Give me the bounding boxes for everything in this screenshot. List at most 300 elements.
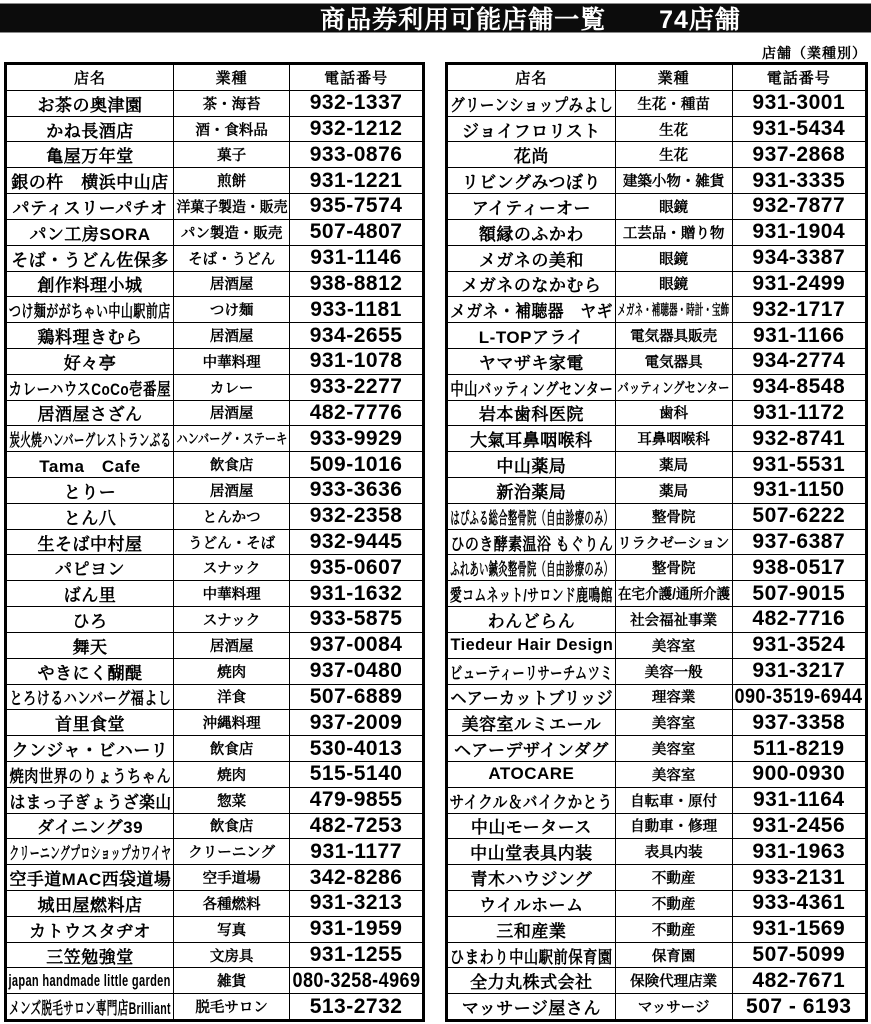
store-name-cell: アイティーオー [471, 198, 592, 218]
phone-number-cell: 931-3524 [732, 633, 865, 658]
table-row [7, 838, 422, 864]
phone-number-cell: 932-1212 [289, 117, 422, 142]
table-row [448, 787, 865, 813]
business-type-cell: カレー [173, 375, 289, 400]
business-type-cell: うどん・そば [173, 530, 289, 555]
table-row [7, 580, 422, 606]
store-name-cell: 舞天 [72, 637, 108, 657]
business-type-cell: 酒・食料品 [173, 117, 289, 142]
business-type-cell: 不動産 [615, 865, 732, 890]
store-name-cell: パン工房SORA [29, 224, 151, 244]
store-name-cell: とん八 [63, 508, 117, 528]
business-type-cell: 洋菓子製造・販売 [173, 194, 289, 219]
business-type-cell: ハンバーグ・ステーキ [173, 426, 289, 451]
store-table-left [4, 62, 425, 1022]
header-row [7, 65, 422, 90]
table-row [448, 374, 865, 400]
table-row [7, 813, 422, 839]
store-name-cell: メンズ脱毛サロン専門店Brilliant [9, 999, 171, 1019]
business-type-cell: 電気器具販売 [615, 323, 732, 348]
phone-number-cell: 511-8219 [732, 736, 865, 761]
business-type-cell: 飲食店 [173, 736, 289, 761]
business-type-cell: 飲食店 [173, 814, 289, 839]
business-type-cell: 文房具 [173, 943, 289, 968]
store-name-cell: ひまわり中山駅前保育園 [450, 947, 613, 967]
phone-number-cell: 931-3335 [732, 168, 865, 193]
store-name-cell: japan handmade little garden [8, 970, 172, 990]
store-name-cell: 大氣耳鼻咽喉科 [470, 431, 593, 451]
store-name-cell: 首里食堂 [55, 715, 125, 735]
column-header-type: 業種 [173, 65, 289, 90]
business-type-cell: 薬局 [615, 478, 732, 503]
store-name-cell: Tama Cafe [39, 457, 141, 477]
phone-number-cell: 934-3387 [732, 246, 865, 271]
business-type-cell: 美容一般 [615, 659, 732, 684]
business-type-cell: 自動車・修理 [615, 814, 732, 839]
column-header-phone: 電話番号 [732, 65, 865, 90]
store-name-cell: 美容室ルミエール [461, 715, 602, 735]
table-row [448, 658, 865, 684]
table-row [7, 451, 422, 477]
store-name-cell: 愛コムネット/サロンド鹿鳴館 [449, 586, 613, 606]
table-row [7, 219, 422, 245]
business-type-cell: マッサージ [615, 994, 732, 1019]
business-type-cell: 煎餅 [173, 168, 289, 193]
business-type-cell: 焼肉 [173, 659, 289, 684]
store-name-cell: ばん里 [63, 586, 117, 606]
table-row [7, 684, 422, 710]
store-name-cell: 居酒屋さざん [37, 405, 143, 425]
phone-number-cell: 931-1632 [289, 581, 422, 606]
phone-number-cell: 932-9445 [289, 530, 422, 555]
store-count: 74店舗 [659, 6, 741, 34]
business-type-cell: 不動産 [615, 917, 732, 942]
phone-number-cell: 931-1255 [289, 943, 422, 968]
phone-number-cell: 935-7574 [289, 194, 422, 219]
table-row [448, 838, 865, 864]
phone-number-cell: 931-1146 [289, 246, 422, 271]
phone-number-cell: 931-2456 [732, 814, 865, 839]
store-table-right [445, 62, 868, 1022]
phone-number-cell: 931-1959 [289, 917, 422, 942]
store-name-cell: メガネの美和 [478, 250, 584, 270]
store-name-cell: 生そば中村屋 [37, 534, 143, 554]
business-type-cell: 不動産 [615, 891, 732, 916]
store-name-cell: ヘアーデザインダグ [454, 741, 609, 761]
business-type-cell: パン製造・販売 [173, 220, 289, 245]
table-row [448, 400, 865, 426]
business-type-cell: 焼肉 [173, 762, 289, 787]
table-row [7, 554, 422, 580]
phone-number-cell: 090-3519-6944 [732, 685, 865, 710]
table-row [448, 322, 865, 348]
store-name-cell: カレーハウスCoCo壱番屋 [8, 379, 172, 399]
store-name-cell: 三笠勉強堂 [46, 947, 134, 967]
phone-number-cell: 935-0607 [289, 555, 422, 580]
phone-number-cell: 934-8548 [732, 375, 865, 400]
business-type-cell: つけ麺 [173, 297, 289, 322]
store-name-cell: 青木ハウジング [470, 870, 593, 890]
phone-number-cell: 933-0876 [289, 142, 422, 167]
table-row [448, 632, 865, 658]
phone-number-cell: 937-6387 [732, 530, 865, 555]
business-type-cell: 沖縄料理 [173, 710, 289, 735]
phone-number-cell: 479-9855 [289, 788, 422, 813]
business-type-cell: 生花・種苗 [615, 91, 732, 116]
phone-number-cell: 937-0084 [289, 633, 422, 658]
phone-number-cell: 933-5875 [289, 607, 422, 632]
table-row [448, 90, 865, 116]
page-title [320, 0, 741, 36]
phone-number-cell: 482-7671 [732, 968, 865, 993]
phone-number-cell: 931-5434 [732, 117, 865, 142]
table-row [448, 554, 865, 580]
phone-number-cell: 931-2499 [732, 272, 865, 297]
business-type-cell: 居酒屋 [173, 478, 289, 503]
business-type-cell: 居酒屋 [173, 401, 289, 426]
store-name-cell: リビングみつぼり [461, 173, 602, 193]
store-name-cell: クリーニングプロショップカワイヤ [9, 844, 171, 864]
store-name-cell: L‐TOPアライ [478, 328, 584, 348]
store-name-cell: 銀の杵 横浜中山店 [11, 173, 169, 193]
business-type-cell: 空手道場 [173, 865, 289, 890]
column-header-phone: 電話番号 [289, 65, 422, 90]
phone-number-cell: 931-1078 [289, 349, 422, 374]
store-name-cell: 中山堂表具内装 [470, 844, 593, 864]
store-name-cell: はぴふる総合整骨院（自由診療のみ） [450, 508, 613, 528]
store-name-cell: クンジャ・ビハーリ [11, 741, 169, 761]
business-type-cell: 耳鼻咽喉科 [615, 426, 732, 451]
column-header-name: 店名 [515, 69, 548, 87]
business-type-cell: 美容室 [615, 736, 732, 761]
store-name-cell: カトウスタヂオ [29, 921, 151, 941]
store-name-cell: マッサージ屋さん [461, 999, 601, 1019]
business-type-cell: 眼鏡 [615, 272, 732, 297]
store-name-cell: ダイニング39 [36, 818, 144, 838]
business-type-cell: 建築小物・雑貨 [615, 168, 732, 193]
store-name-cell: ジョイフロリスト [461, 121, 601, 141]
business-type-cell: 保険代理店業 [615, 968, 732, 993]
business-type-cell: 写真 [173, 917, 289, 942]
phone-number-cell: 931-3217 [732, 659, 865, 684]
table-row [7, 90, 422, 116]
table-row [448, 993, 865, 1019]
business-type-cell: 社会福祉事業 [615, 607, 732, 632]
store-name-cell: そば・うどん佐保多 [11, 250, 169, 270]
phone-number-cell: 931-1150 [732, 478, 865, 503]
store-name-cell: 中山バッティングセンター [450, 379, 613, 399]
table-row [7, 658, 422, 684]
store-name-cell: 額縁のふかわ [478, 224, 584, 244]
table-row [448, 477, 865, 503]
table-row [448, 890, 865, 916]
business-type-cell: 自転車・原付 [615, 788, 732, 813]
business-type-cell: 電気器具 [615, 349, 732, 374]
column-header-name: 店名 [73, 69, 106, 87]
business-type-cell: 各種燃料 [173, 891, 289, 916]
table-row [448, 864, 865, 890]
phone-number-cell: 507-6222 [732, 504, 865, 529]
business-type-cell: 菓子 [173, 142, 289, 167]
phone-number-cell: 932-7877 [732, 194, 865, 219]
business-type-cell: 工芸品・贈り物 [615, 220, 732, 245]
business-type-cell: リラクゼーション [615, 530, 732, 555]
business-type-cell: 表具内装 [615, 839, 732, 864]
business-type-cell: 飲食店 [173, 452, 289, 477]
title-bar [0, 3, 871, 33]
subheader-label: 店舗（業種別） [762, 45, 867, 61]
store-name-cell: パティスリーパチオ [12, 198, 168, 218]
phone-number-cell: 931-1221 [289, 168, 422, 193]
business-type-cell: バッティングセンター [615, 375, 732, 400]
store-name-cell: Tiedeur Hair Design [449, 635, 613, 655]
phone-number-cell: 933-2277 [289, 375, 422, 400]
phone-number-cell: 482-7253 [289, 814, 422, 839]
phone-number-cell: 933-2131 [732, 865, 865, 890]
business-type-cell: 生花 [615, 142, 732, 167]
store-name-cell: やきにく醐醍 [37, 663, 143, 683]
store-name-cell: 城田屋燃料店 [37, 895, 143, 915]
table-row [448, 193, 865, 219]
store-name-cell: とりー [63, 482, 117, 502]
table-row [7, 141, 422, 167]
table-row [448, 348, 865, 374]
store-name-cell: メガネのなかむら [461, 276, 602, 296]
store-name-cell: 新治薬局 [496, 482, 567, 502]
business-type-cell: とんかつ [173, 504, 289, 529]
business-type-cell: 生花 [615, 117, 732, 142]
business-type-cell: 中華料理 [173, 349, 289, 374]
table-row [7, 477, 422, 503]
table-row [448, 219, 865, 245]
table-row [448, 503, 865, 529]
business-type-cell: そば・うどん [173, 246, 289, 271]
store-name-cell: はまっ子ぎょうざ楽山 [8, 792, 172, 812]
phone-number-cell: 931-1177 [289, 839, 422, 864]
table-row [7, 761, 422, 787]
table-row [448, 167, 865, 193]
table-row [7, 632, 422, 658]
store-name-cell: 焼肉世界のりょうちゃん [9, 766, 171, 786]
store-name-cell: 花尚 [513, 147, 549, 167]
store-name-cell: つけ麺ががちゃい中山駅前店 [9, 302, 171, 322]
business-type-cell: 脱毛サロン [173, 994, 289, 1019]
business-type-cell: 整骨院 [615, 504, 732, 529]
store-name-cell: 創作料理小城 [37, 276, 143, 296]
phone-number-cell: 937-2009 [289, 710, 422, 735]
table-row [7, 245, 422, 271]
business-type-cell: 歯科 [615, 401, 732, 426]
phone-number-cell: 938-8812 [289, 272, 422, 297]
phone-number-cell: 931-1963 [732, 839, 865, 864]
table-row [7, 374, 422, 400]
phone-number-cell: 933-3636 [289, 478, 422, 503]
table-row [448, 684, 865, 710]
business-type-cell: 美容室 [615, 710, 732, 735]
business-type-cell: スナック [173, 607, 289, 632]
phone-number-cell: 342-8286 [289, 865, 422, 890]
business-type-cell: 居酒屋 [173, 323, 289, 348]
phone-number-cell: 530-4013 [289, 736, 422, 761]
table-row [448, 580, 865, 606]
table-row [7, 116, 422, 142]
phone-number-cell: 482-7716 [732, 607, 865, 632]
table-row [7, 942, 422, 968]
phone-number-cell: 507 - 6193 [732, 994, 865, 1019]
store-name-cell: 好々亭 [63, 353, 117, 373]
business-type-cell: メガネ・補聴器・時計・宝飾 [615, 297, 732, 322]
table-row [448, 942, 865, 968]
store-name-cell: 中山モータース [470, 818, 592, 838]
table-row [448, 425, 865, 451]
table-row [7, 296, 422, 322]
table-row [448, 451, 865, 477]
phone-number-cell: 938-0517 [732, 555, 865, 580]
phone-number-cell: 931-1166 [732, 323, 865, 348]
table-row [448, 813, 865, 839]
business-type-cell: 美容室 [615, 633, 732, 658]
table-row [7, 787, 422, 813]
phone-number-cell: 482-7776 [289, 401, 422, 426]
table-row [7, 606, 422, 632]
store-name-cell: 三和産業 [496, 921, 567, 941]
store-name-cell: ビューティーリサーチムツミ [449, 663, 613, 683]
table-row [7, 271, 422, 297]
business-type-cell: 美容室 [615, 762, 732, 787]
store-name-cell: ひのき酵素温浴 もぐりん [450, 534, 613, 554]
business-type-cell: 眼鏡 [615, 246, 732, 271]
business-type-cell: 居酒屋 [173, 633, 289, 658]
table-row [7, 993, 422, 1019]
phone-number-cell: 513-2732 [289, 994, 422, 1019]
store-name-cell: メガネ・補聴器 ヤギ [449, 302, 613, 322]
table-row [7, 167, 422, 193]
table-row [7, 400, 422, 426]
table-row [7, 916, 422, 942]
phone-number-cell: 080-3258-4969 [289, 968, 422, 993]
table-row [7, 709, 422, 735]
table-row [448, 271, 865, 297]
business-type-cell: 洋食 [173, 685, 289, 710]
phone-number-cell: 507-5099 [732, 943, 865, 968]
table-row [7, 967, 422, 993]
phone-number-cell: 931-1164 [732, 788, 865, 813]
store-name-cell: 空手道MAC西袋道場 [9, 870, 171, 890]
phone-number-cell: 933-9929 [289, 426, 422, 451]
table-row [7, 348, 422, 374]
title-text: 商品券利用可能店舗一覧 [320, 6, 607, 34]
business-type-cell: クリーニング [173, 839, 289, 864]
store-name-cell: ヘアーカットブリッジ [450, 689, 613, 709]
business-type-cell: 薬局 [615, 452, 732, 477]
phone-number-cell: 934-2655 [289, 323, 422, 348]
table-row [448, 296, 865, 322]
store-name-cell: 亀屋万年堂 [46, 147, 134, 167]
business-type-cell: 整骨院 [615, 555, 732, 580]
store-name-cell: グリーンショップみよし [449, 95, 614, 115]
table-row [448, 967, 865, 993]
store-name-cell: 全力丸株式会社 [470, 973, 593, 993]
store-name-cell: ヤマザキ家電 [478, 353, 584, 373]
phone-number-cell: 931-5531 [732, 452, 865, 477]
table-row [7, 503, 422, 529]
phone-number-cell: 931-1904 [732, 220, 865, 245]
phone-number-cell: 932-2358 [289, 504, 422, 529]
phone-number-cell: 937-3358 [732, 710, 865, 735]
store-name-cell: ふれあい鍼灸整骨院（自由診療のみ） [450, 560, 613, 580]
store-name-cell: パピヨン [55, 560, 125, 580]
business-type-cell: 在宅介護/通所介護 [615, 581, 732, 606]
business-type-cell: 眼鏡 [615, 194, 732, 219]
table-row [7, 735, 422, 761]
phone-number-cell: 931-1569 [732, 917, 865, 942]
phone-number-cell: 931-3001 [732, 91, 865, 116]
table-row [448, 709, 865, 735]
phone-number-cell: 931-3213 [289, 891, 422, 916]
table-row [448, 141, 865, 167]
table-row [7, 890, 422, 916]
phone-number-cell: 931-1172 [732, 401, 865, 426]
phone-number-cell: 932-8741 [732, 426, 865, 451]
business-type-cell: 居酒屋 [173, 272, 289, 297]
store-name-cell: ATOCARE [488, 764, 575, 784]
phone-number-cell: 932-1337 [289, 91, 422, 116]
store-name-cell: ひろ [72, 611, 108, 631]
phone-number-cell: 937-2868 [732, 142, 865, 167]
store-name-cell: サイクル＆バイクかとう [449, 792, 613, 812]
phone-number-cell: 507-6889 [289, 685, 422, 710]
business-type-cell: 雑貨 [173, 968, 289, 993]
phone-number-cell: 900-0930 [732, 762, 865, 787]
phone-number-cell: 507-9015 [732, 581, 865, 606]
business-type-cell: 理容業 [615, 685, 732, 710]
phone-number-cell: 507-4807 [289, 220, 422, 245]
table-row [7, 864, 422, 890]
store-name-cell: かね長酒店 [46, 121, 134, 141]
phone-number-cell: 509-1016 [289, 452, 422, 477]
phone-number-cell: 933-1181 [289, 297, 422, 322]
table-row [448, 529, 865, 555]
header-row [448, 65, 865, 90]
store-name-cell: とろけるハンバーグ福よし [9, 689, 171, 709]
business-type-cell: 中華料理 [173, 581, 289, 606]
column-header-type: 業種 [615, 65, 732, 90]
phone-number-cell: 934-2774 [732, 349, 865, 374]
store-name-cell: 炭火焼ハンバーグレストランぶる [9, 431, 171, 451]
phone-number-cell: 933-4361 [732, 891, 865, 916]
phone-number-cell: 932-1717 [732, 297, 865, 322]
table-row [7, 193, 422, 219]
store-name-cell: ウイルホーム [479, 895, 584, 915]
table-row [448, 916, 865, 942]
table-row [448, 245, 865, 271]
business-type-cell: 惣菜 [173, 788, 289, 813]
table-row [7, 529, 422, 555]
table-row [448, 606, 865, 632]
business-type-cell: 保育園 [615, 943, 732, 968]
phone-number-cell: 515-5140 [289, 762, 422, 787]
store-name-cell: 岩本歯科医院 [478, 405, 584, 425]
table-row [7, 425, 422, 451]
table-row [448, 761, 865, 787]
phone-number-cell: 937-0480 [289, 659, 422, 684]
table-row [448, 116, 865, 142]
table-row [7, 322, 422, 348]
store-name-cell: お茶の奥津園 [37, 95, 143, 115]
store-name-cell: 鶏料理きむら [37, 328, 143, 348]
table-row [448, 735, 865, 761]
store-name-cell: わんどらん [487, 611, 576, 631]
